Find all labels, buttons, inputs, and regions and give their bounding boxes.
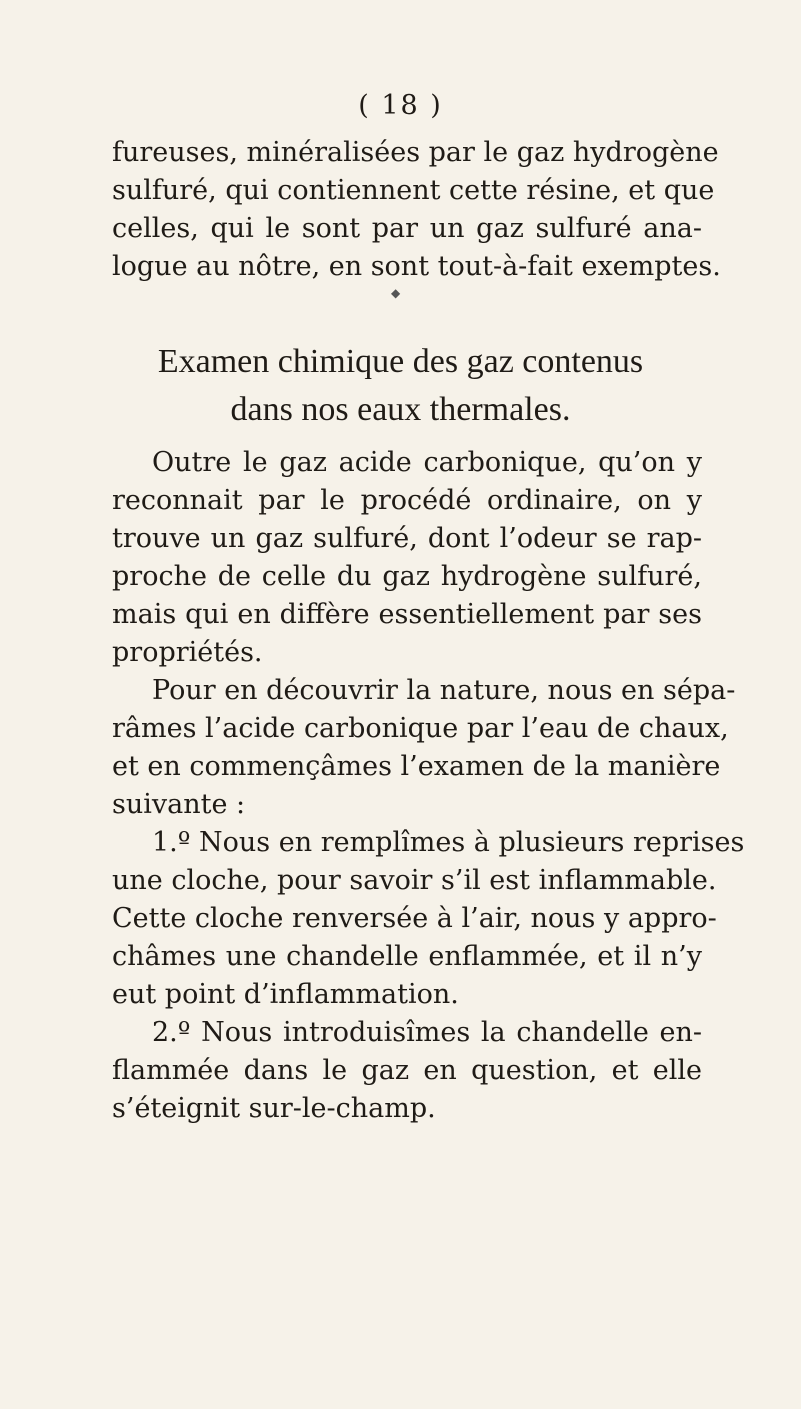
paragraph-3-line: Cette cloche renversée à l’air, nous y appro-: [112, 903, 717, 934]
paragraph-1-line: proche de celle du gaz hydrogène sulfuré,: [112, 561, 702, 592]
text-line: fureuses, minéralisées par le gaz hydrogène: [112, 137, 719, 168]
paragraph-2-line: râmes l’acide carbonique par l’eau de chaux,: [112, 713, 729, 744]
paragraph-1-line: mais qui en diffère essentiellement par ses: [112, 599, 702, 630]
text-line: celles, qui le sont par un gaz sulfuré ana-: [112, 213, 702, 244]
paragraph-4-line: 2.º Nous introduisîmes la chandelle en-: [152, 1017, 702, 1048]
paragraph-4-line: s’éteignit sur-le-champ.: [112, 1093, 436, 1124]
paragraph-1-line: propriétés.: [112, 637, 263, 668]
ornament-diamond: ◆: [391, 286, 401, 300]
text-line: sulfuré, qui contiennent cette résine, et que: [112, 175, 715, 206]
paragraph-3-line: châmes une chandelle enflammée, et il n’y: [112, 941, 702, 972]
section-heading: [0, 338, 801, 434]
heading-line-1: Examen chimique des gaz contenus: [157, 343, 644, 380]
paragraph-4-line: flammée dans le gaz en question, et elle: [112, 1055, 702, 1086]
paragraph-2-line: et en commençâmes l’examen de la manière: [112, 751, 721, 782]
paragraph-2-line: suivante :: [112, 789, 246, 820]
intro-paragraph: [112, 134, 721, 286]
paragraph-3-line: une cloche, pour savoir s’il est inflammable.: [112, 865, 717, 896]
heading-line-2: dans nos eaux thermales.: [230, 391, 571, 428]
paragraph-3-line: 1.º Nous en remplîmes à plusieurs reprises: [152, 827, 745, 858]
paragraph-1-line: reconnait par le procédé ordinaire, on y: [112, 485, 702, 516]
paragraph-1-line: Outre le gaz acide carbonique, qu’on y: [152, 447, 702, 478]
paragraph-1-line: trouve un gaz sulfuré, dont l’odeur se rap-: [112, 523, 702, 554]
paragraph-2-line: Pour en découvrir la nature, nous en sépa-: [152, 675, 736, 706]
text-line: logue au nôtre, en sont tout-à-fait exemptes.: [112, 251, 721, 282]
page-number: ( 18 ): [358, 90, 443, 121]
body-text: [112, 444, 745, 1128]
paragraph-3-line: eut point d’inflammation.: [112, 979, 459, 1010]
